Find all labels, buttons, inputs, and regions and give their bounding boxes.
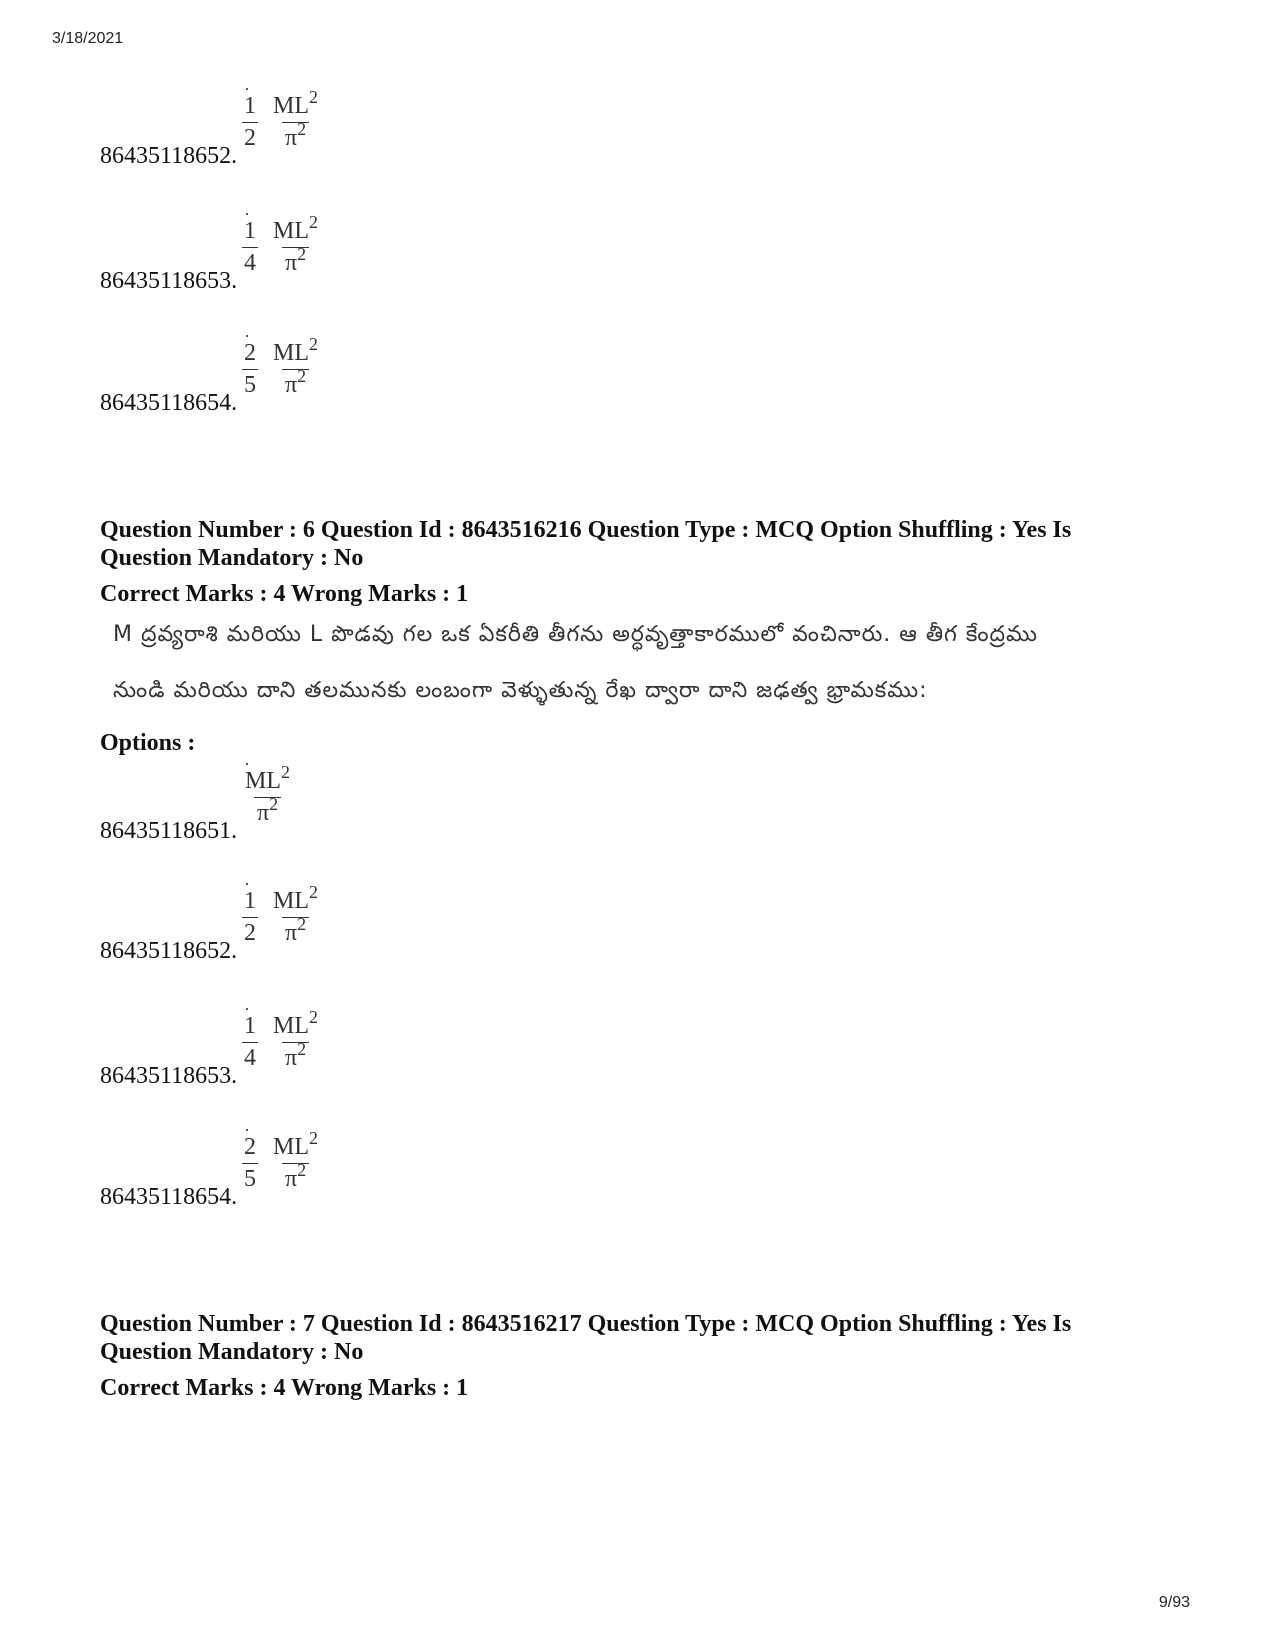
option-item bbox=[100, 335, 500, 435]
main-fraction: $\frac{ML^2}{\pi^2}$ bbox=[273, 1007, 318, 1071]
question-mandatory-line: Question Mandatory : No bbox=[100, 545, 364, 571]
option-formula bbox=[242, 334, 321, 400]
option-id: 86435118652. bbox=[100, 143, 238, 169]
option-id: 86435118652. bbox=[100, 938, 238, 964]
print-date: 3/18/2021 bbox=[52, 30, 124, 47]
main-fraction: $\frac{ML^2}{\pi^2}$ bbox=[245, 762, 290, 826]
option-item bbox=[100, 88, 500, 188]
page-number: 9/93 bbox=[1158, 1594, 1190, 1611]
coefficient-fraction: $\frac{2}{5}$ bbox=[244, 340, 256, 398]
option-item bbox=[100, 1008, 500, 1108]
question-6-header bbox=[100, 516, 1180, 572]
main-fraction: $\frac{ML^2}{\pi^2}$ bbox=[273, 212, 318, 276]
main-fraction: $\frac{ML^2}{\pi^2}$ bbox=[273, 334, 318, 398]
option-item bbox=[100, 883, 500, 983]
option-item bbox=[100, 1129, 500, 1229]
question-mandatory-line: Question Mandatory : No bbox=[100, 1339, 364, 1365]
coefficient-fraction: $\frac{2}{5}$ bbox=[244, 1134, 256, 1192]
main-fraction: $\frac{ML^2}{\pi^2}$ bbox=[273, 87, 318, 151]
option-formula bbox=[242, 1007, 321, 1073]
question-meta-line: Question Number : 6 Question Id : 8643516216 Question Type : MCQ Option Shuffling : Yes Is bbox=[100, 517, 1072, 543]
option-formula bbox=[242, 762, 293, 828]
option-formula bbox=[242, 212, 321, 278]
option-formula bbox=[242, 87, 321, 153]
option-item bbox=[100, 213, 500, 313]
option-id: 86435118654. bbox=[100, 1184, 238, 1210]
main-fraction: $\frac{ML^2}{\pi^2}$ bbox=[273, 882, 318, 946]
coefficient-fraction: $\frac{1}{4}$ bbox=[244, 218, 256, 276]
main-fraction: $\frac{ML^2}{\pi^2}$ bbox=[273, 1128, 318, 1192]
question-6-text-line-1: M ద్రవ్యరాశి మరియు L పొడవు గల ఒక ఏకరీతి తీగను అర్ధవృత్తాకారములో వంచినారు. ఆ తీగ కేంద్రము bbox=[113, 622, 1038, 647]
option-formula bbox=[242, 882, 321, 948]
options-label: Options : bbox=[100, 730, 196, 756]
option-formula bbox=[242, 1128, 321, 1194]
option-id: 86435118651. bbox=[100, 818, 238, 844]
coefficient-fraction: $\frac{1}{2}$ bbox=[244, 888, 256, 946]
coefficient-fraction: $\frac{1}{4}$ bbox=[244, 1013, 256, 1071]
question-6-text-line-2: నుండి మరియు దాని తలమునకు లంబంగా వెళ్ళుతున్న రేఖ ద్వారా దాని జఢత్వ భ్రామకము: bbox=[113, 678, 928, 703]
option-id: 86435118653. bbox=[100, 1063, 238, 1089]
question-7-marks: Correct Marks : 4 Wrong Marks : 1 bbox=[100, 1375, 469, 1401]
option-id: 86435118653. bbox=[100, 268, 238, 294]
question-meta-line: Question Number : 7 Question Id : 8643516217 Question Type : MCQ Option Shuffling : Yes Is bbox=[100, 1311, 1072, 1337]
option-id: 86435118654. bbox=[100, 390, 238, 416]
question-6-marks: Correct Marks : 4 Wrong Marks : 1 bbox=[100, 581, 469, 607]
question-7-header bbox=[100, 1310, 1180, 1366]
option-item bbox=[100, 763, 500, 863]
coefficient-fraction: $\frac{1}{2}$ bbox=[244, 93, 256, 151]
